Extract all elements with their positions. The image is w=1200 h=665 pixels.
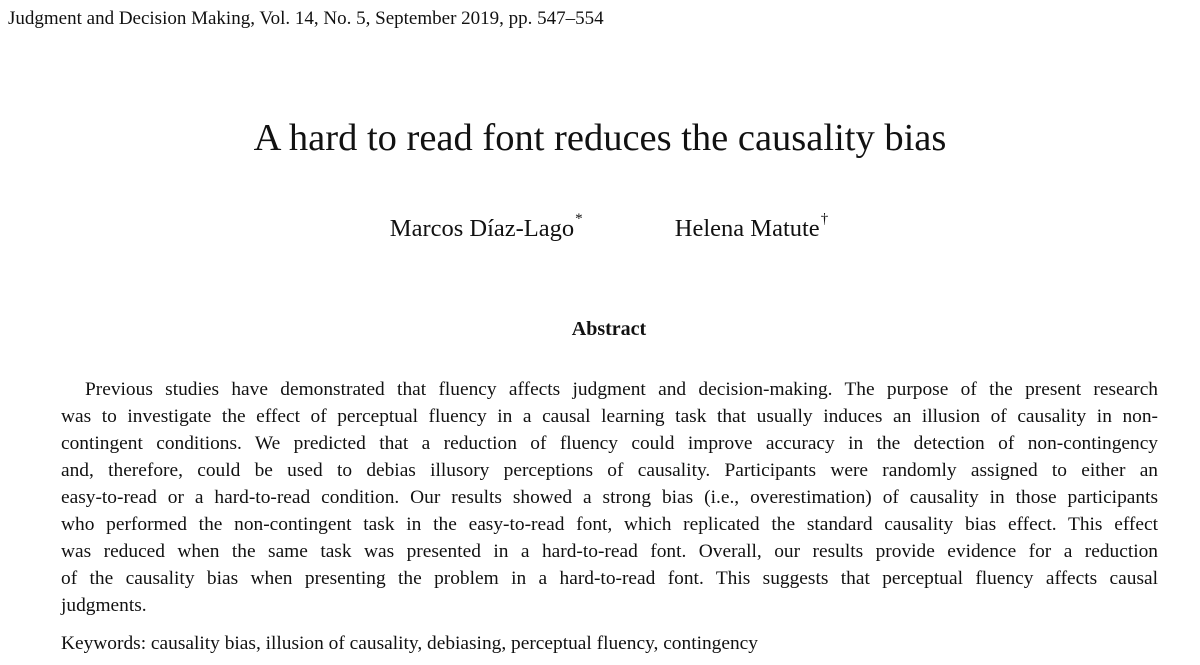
abstract-line: Previous studies have demonstrated that fluency affects judgment and decision-making. The purpose of the present research [85, 379, 1158, 400]
author-2 [674, 210, 829, 245]
abstract-line: easy-to-read or a hard-to-read condition. Our results showed a strong bias (i.e., overestimation) of causality in those participants [61, 487, 1158, 508]
author-1 [389, 210, 583, 245]
author-footnote-mark: * [575, 210, 583, 227]
abstract-line: was reduced when the same task was presented in a hard-to-read font. Overall, our results provide evidence for a reduction [61, 541, 1158, 562]
abstract-line: of the causality bias when presenting the problem in a hard-to-read font. This suggests that perceptual fluency affects causal [61, 568, 1158, 589]
author-footnote-mark: † [820, 210, 829, 227]
paper-title: A hard to read font reduces the causality bias [253, 117, 947, 159]
abstract-heading: Abstract [571, 318, 647, 340]
author-name: Marcos Díaz-Lago [389, 215, 575, 242]
abstract-body [61, 376, 1158, 619]
abstract-line: and, therefore, could be used to debias illusory perceptions of causality. Participants were randomly assigned to either an [61, 460, 1158, 481]
abstract-line: judgments. [61, 595, 147, 616]
abstract-line: contingent conditions. We predicted that a reduction of fluency could improve accuracy in the detection of non-contingency [61, 433, 1158, 454]
author-name: Helena Matute [674, 215, 820, 242]
running-head: Judgment and Decision Making, Vol. 14, No. 5, September 2019, pp. 547–554 [8, 8, 604, 29]
keywords: Keywords: causality bias, illusion of causality, debiasing, perceptual fluency, contingency [61, 633, 758, 654]
abstract-line: who performed the non-contingent task in the easy-to-read font, which replicated the standard causality bias effect. This effect [61, 514, 1158, 535]
abstract-line: was to investigate the effect of perceptual fluency in a causal learning task that usually induces an illusion of causality in non- [61, 406, 1158, 427]
author-list [0, 210, 1200, 245]
